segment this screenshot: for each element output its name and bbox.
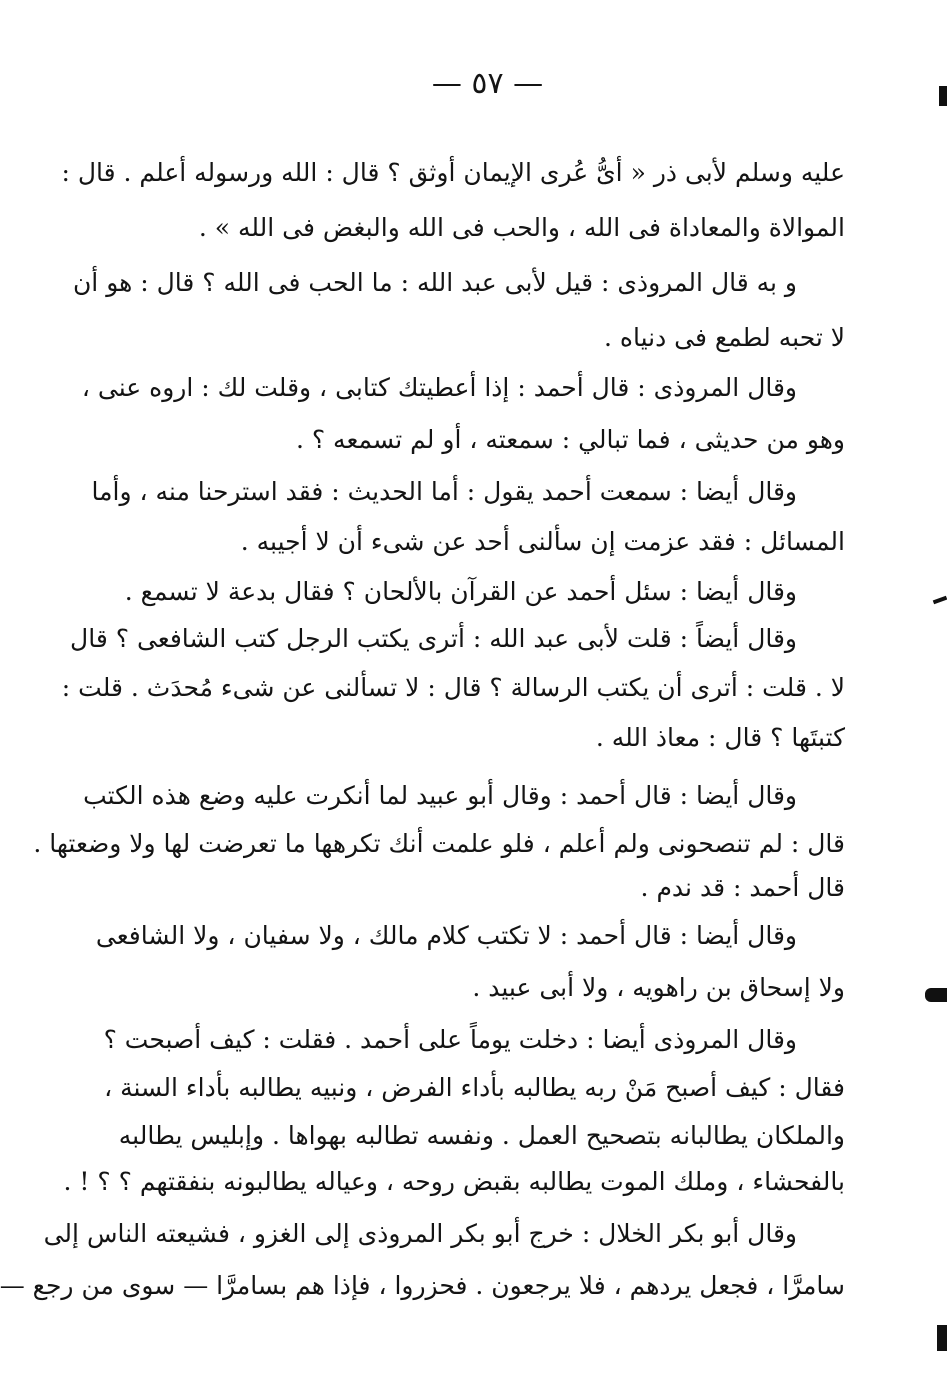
text-line: سامرَّا ، فجعل يردهم ، فلا يرجعون . فحزروا ، فإذا هم بسامرَّا — سوى من رجع — <box>0 1271 845 1300</box>
text-line: وقال المروذى : قال أحمد : إذا أعطيتك كتابى ، وقلت لك : اروه عنى ، <box>81 373 797 402</box>
text-line: و به قال المروذى : قيل لأبى عبد الله : ما الحب فى الله ؟ قال : هو أن <box>72 268 797 297</box>
text-line: والملكان يطالبانه بتصحيح العمل . ونفسه تطالبه بهواها . وإبليس يطالبه <box>118 1121 845 1150</box>
text-line: وقال أيضاً : قلت لأبى عبد الله : أترى يكتب الرجل كتب الشافعى ؟ قال <box>70 624 797 653</box>
text-line: وقال أيضا : قال أحمد : وقال أبو عبيد لما أنكرت عليه وضع هذه الكتب <box>83 781 797 810</box>
text-line: قال أحمد : قد ندم . <box>640 873 845 902</box>
edge-mark <box>933 596 947 605</box>
text-line: ولا إسحاق بن راهويه ، ولا أبى عبيد . <box>472 973 845 1002</box>
text-line: وقال أيضا : سمعت أحمد يقول : أما الحديث : فقد استرحنا منه ، وأما <box>91 477 797 506</box>
text-line: عليه وسلم لأبى ذر « أىُّ عُرى الإيمان أوثق ؟ قال : الله ورسوله أعلم . قال : <box>61 158 845 187</box>
text-line: المسائل : فقد عزمت إن سألنى أحد عن شىء أن لا أجيبه . <box>240 527 845 556</box>
text-line: لا . قلت : أترى أن يكتب الرسالة ؟ قال : لا تسألنى عن شىء مُحدَث . قلت : <box>61 673 845 702</box>
text-line: وقال المروذى أيضا : دخلت يوماً على أحمد . فقلت : كيف أصبحت ؟ <box>103 1025 797 1054</box>
text-line: قال : لم تنصحونى ولم أعلم ، فلو علمت أنك تكرهها ما تعرضت لها ولا وضعتها . <box>33 829 845 858</box>
page-number: — ٥٧ — <box>431 66 544 101</box>
edge-mark <box>939 86 947 106</box>
text-line: وقال أبو بكر الخلال : خرج أبو بكر المروذى إلى الغزو ، فشيعته الناس إلى <box>43 1219 797 1248</box>
text-line: الموالاة والمعاداة فى الله ، والحب فى الله والبغض فى الله » . <box>198 213 845 242</box>
edge-mark <box>925 988 947 1002</box>
text-line: كتبتَها ؟ قال : معاذ الله . <box>595 723 845 752</box>
text-line: وقال أيضا : سئل أحمد عن القرآن بالألحان ؟ فقال بدعة لا تسمع . <box>124 577 797 606</box>
text-line: لا تحبه لطمع فى دنياه . <box>603 323 845 352</box>
text-line: وهو من حديثى ، فما تبالي : سمعته ، أو لم تسمعه ؟ . <box>295 425 845 454</box>
text-line: فقال : كيف أصبح مَنْ ربه يطالبه بأداء الفرض ، ونبيه يطالبه بأداء السنة ، <box>104 1073 845 1102</box>
edge-mark <box>937 1325 947 1351</box>
text-line: بالفحشاء ، وملك الموت يطالبه بقبض روحه ، وعياله يطالبونه بنفقتهم ؟ ؟ ! . <box>63 1167 845 1196</box>
text-line: وقال أيضا : قال أحمد : لا تكتب كلام مالك ، ولا سفيان ، ولا الشافعى <box>95 921 797 950</box>
